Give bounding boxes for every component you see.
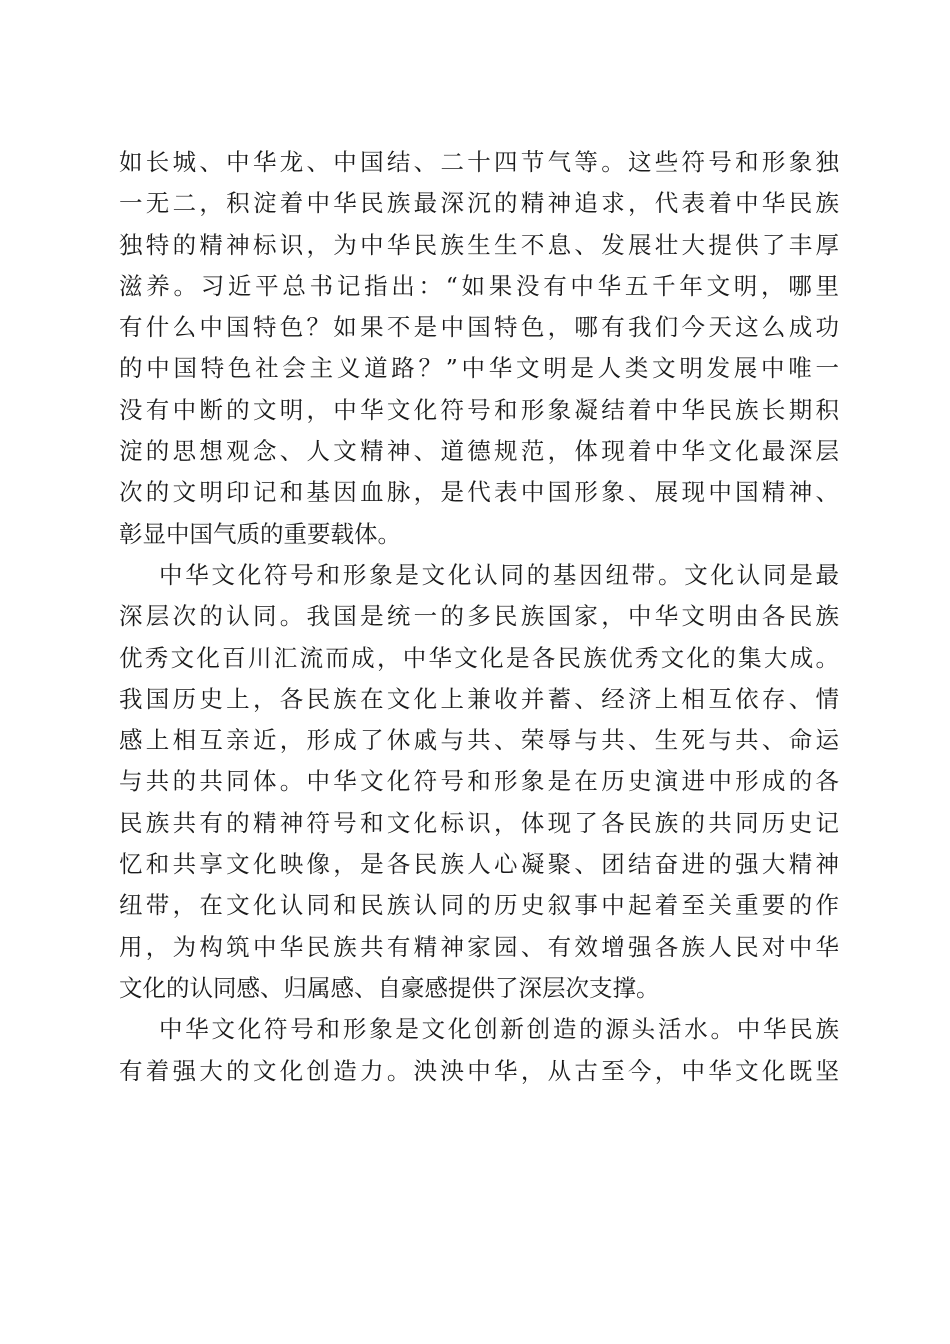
text-line: 一无二，积淀着中华民族最深沉的精神追求，代表着中华民族 [119,189,839,218]
text-line: 彰显中国气质的重要载体。 [119,519,401,548]
text-line: 用，为构筑中华民族共有精神家园、有效增强各族人民对中华 [119,932,839,961]
document-body [119,142,839,1092]
paragraph-2 [119,555,839,1009]
text-line: 忆和共享文化映像，是各民族人心凝聚、团结奋进的强大精神 [119,850,839,879]
text-line: 优秀文化百川汇流而成，中华文化是各民族优秀文化的集大成。 [119,643,839,672]
text-line: 次的文明印记和基因血脉，是代表中国形象、展现中国精神、 [119,478,839,507]
text-line: 与共的共同体。中华文化符号和形象是在历史演进中形成的各 [119,767,839,796]
text-line: 中华文化符号和形象是文化创新创造的源头活水。中华民族 [159,1015,839,1044]
text-line: 独特的精神标识，为中华民族生生不息、发展壮大提供了丰厚 [119,230,839,259]
text-line: 有着强大的文化创造力。泱泱中华，从古至今，中华文化既坚 [119,1056,839,1085]
text-line: 感上相互亲近，形成了休戚与共、荣辱与共、生死与共、命运 [119,726,839,755]
text-line: 没有中断的文明，中华文化符号和形象凝结着中华民族长期积 [119,395,839,424]
text-line: 中华文化符号和形象是文化认同的基因纽带。文化认同是最 [159,560,839,589]
text-line: 我国历史上，各民族在文化上兼收并蓄、经济上相互依存、情 [119,684,839,713]
text-line: 深层次的认同。我国是统一的多民族国家，中华文明由各民族 [119,602,839,631]
paragraph-3 [119,1009,839,1092]
text-line: 有什么中国特色？如果不是中国特色，哪有我们今天这么成功 [119,313,839,342]
text-line: 文化的认同感、归属感、自豪感提供了深层次支撑。 [119,973,660,1002]
paragraph-1 [119,142,839,555]
text-line: 民族共有的精神符号和文化标识，体现了各民族的共同历史记 [119,808,839,837]
text-line: 滋养。习近平总书记指出：“如果没有中华五千年文明，哪里 [119,271,839,300]
text-line: 的中国特色社会主义道路？”中华文明是人类文明发展中唯一 [119,354,839,383]
text-line: 淀的思想观念、人文精神、道德规范，体现着中华文化最深层 [119,437,839,466]
text-line: 如长城、中华龙、中国结、二十四节气等。这些符号和形象独 [119,148,839,176]
text-line: 纽带，在文化认同和民族认同的历史叙事中起着至关重要的作 [119,891,839,920]
